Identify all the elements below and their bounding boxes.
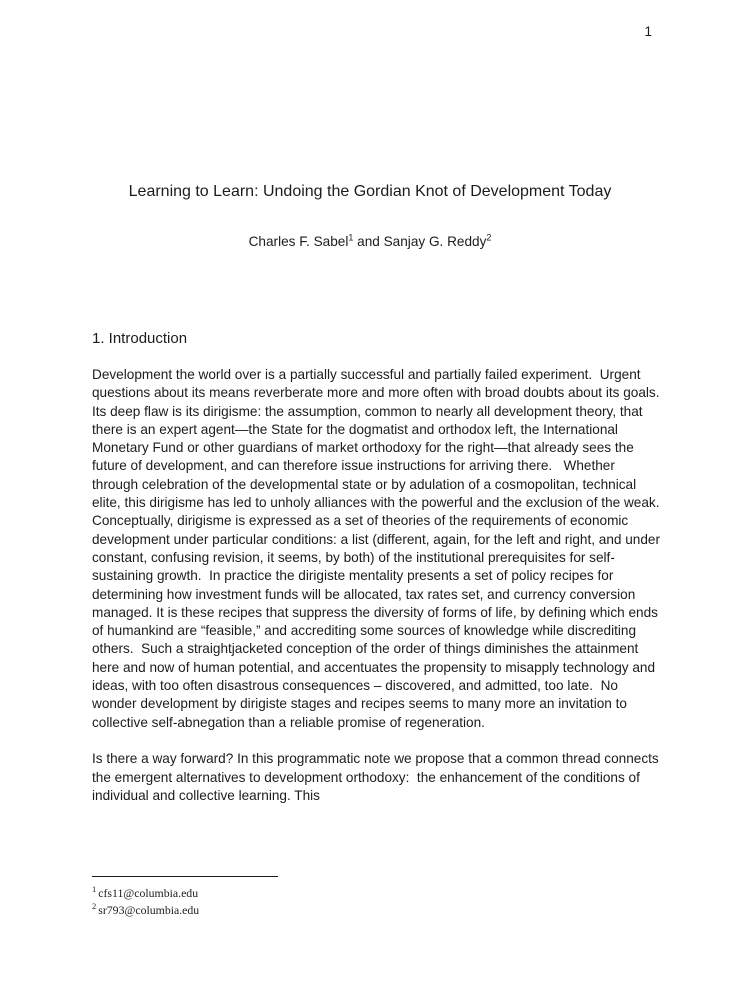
page-number: 1	[644, 24, 652, 39]
footnote-2-marker: 2	[92, 901, 97, 912]
footnote-item	[92, 885, 664, 902]
footnote-item	[92, 902, 664, 919]
footnote-1-text: cfs11@columbia.edu	[98, 886, 199, 900]
section-heading: 1. Introduction	[92, 330, 188, 347]
authors-line	[0, 234, 740, 249]
body-text	[92, 366, 668, 823]
footnote-1-marker: 1	[92, 884, 97, 895]
footnote-block	[92, 876, 664, 919]
paragraph-2: Is there a way forward? In this programmatic note we propose that a common thread connects the emergent alternatives to development orthodoxy: the enhancement of the conditions of individual and collective learning. This	[92, 751, 663, 803]
footnote-2-text: sr793@columbia.edu	[98, 903, 200, 917]
authors-connector: and Sanjay G. Reddy	[353, 234, 487, 249]
footnote-rule	[92, 876, 278, 877]
author-1-name: Charles F. Sabel	[248, 234, 349, 249]
paper-title: Learning to Learn: Undoing the Gordian Knot of Development Today	[128, 183, 612, 200]
author-1-footnote-marker: 1	[348, 232, 354, 243]
paragraph-1: Development the world over is a partially successful and partially failed experiment. Urgent questions about its means reverberate more and more often with broad doubts about its goals. Its deep flaw is its dirigisme: the assumption, common to nearly all development theory, that there is an expert agent—the State for the dogmatist and orthodox left, the International Monetary Fund or other guardians of market orthodoxy for the right—that already sees the future of development, and can therefore issue instructions for arriving there. Whether through celebration of the developmental state or by adulation of a cosmopolitan, technical elite, this dirigisme has led to unholy alliances with the powerful and the exclusion of the weak. Conceptually, dirigisme is expressed as a set of theories of the requirements of economic development under particular conditions: a list (different, again, for the left and right, and under constant, confusing revision, it seems, by both) of the institutional prerequisites for self-sustaining growth. In practice the dirigiste mentality presents a set of policy recipes for determining how investment funds will be allocated, tax rates set, and currency conversion managed. It is these recipes that suppress the diversity of forms of life, by defining which ends of humankind are “feasible,” and accrediting some sources of knowledge while discrediting others. Such a straightjacketed conception of the order of things diminishes the attainment here and now of human potential, and accentuates the propensity to misapply technology and ideas, with too often disastrous consequences – discovered, and admitted, too late. No wonder development by dirigiste stages and recipes seems to many more an invitation to collective self-abnegation than a reliable promise of regeneration.	[92, 367, 668, 730]
author-2-footnote-marker: 2	[486, 232, 492, 243]
